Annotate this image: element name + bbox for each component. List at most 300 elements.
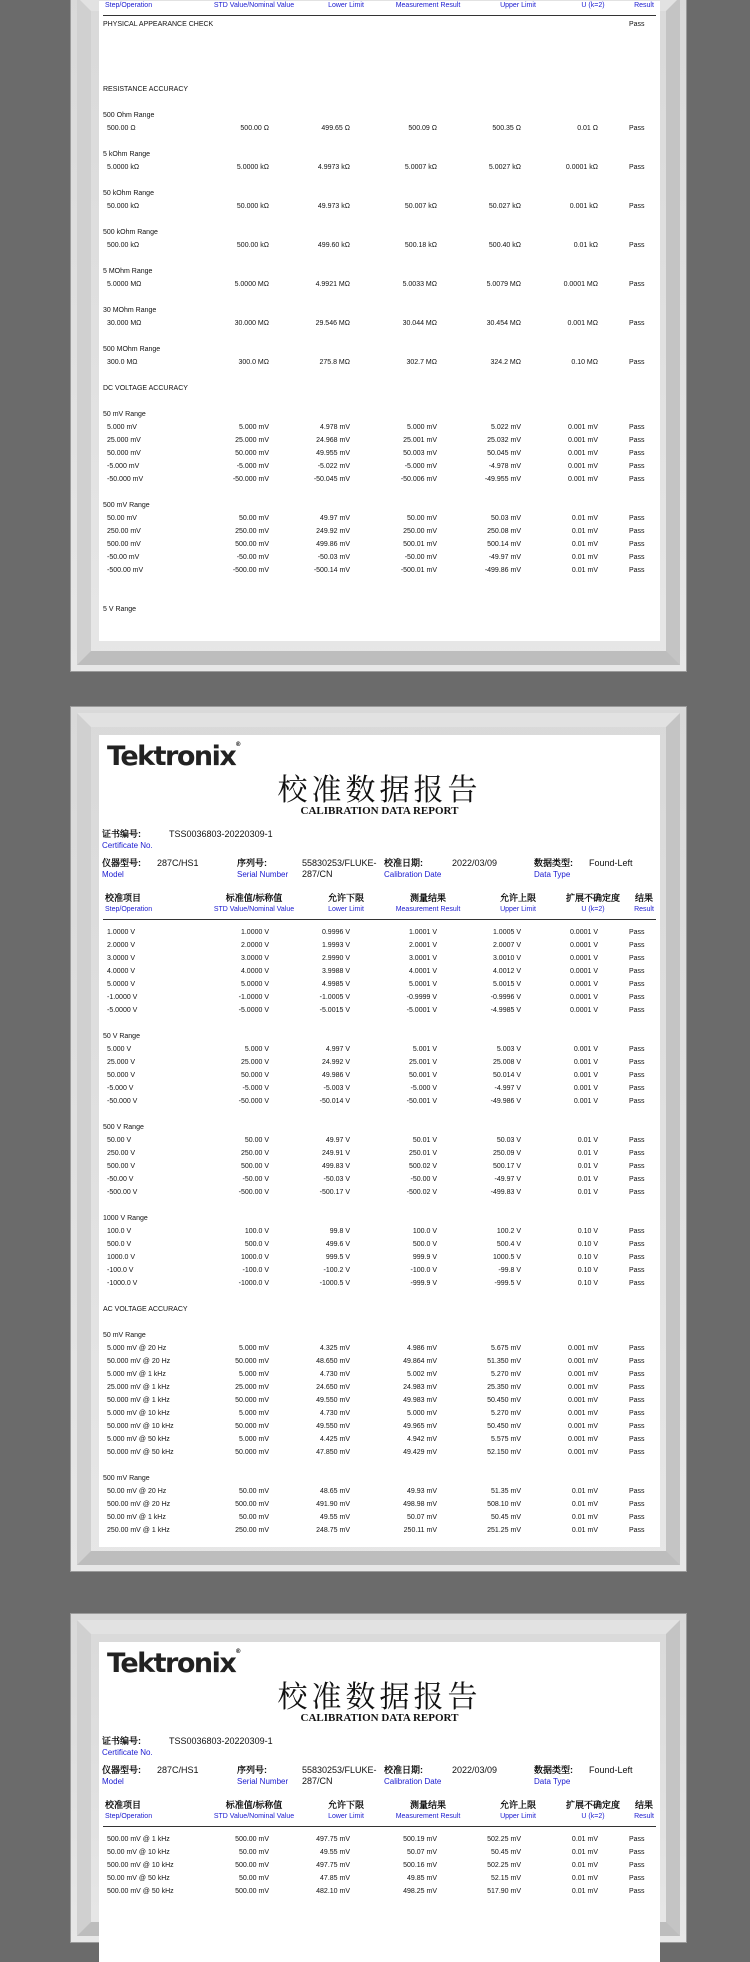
upper-limit: 5.575 mV bbox=[491, 1436, 521, 1443]
col-step-zh: 校准项目 bbox=[105, 893, 142, 903]
col-up-zh: 允许上限 bbox=[499, 893, 536, 903]
measurement: 250.01 V bbox=[408, 1150, 437, 1157]
lower-limit: 4.9921 MΩ bbox=[315, 281, 350, 288]
uncertainty: 0.0001 V bbox=[569, 1007, 598, 1014]
std-value: 1.0000 V bbox=[240, 929, 269, 936]
lower-limit: -500.17 V bbox=[319, 1189, 350, 1196]
result: Pass bbox=[629, 1384, 645, 1391]
table-row bbox=[103, 1173, 656, 1186]
measurement: -50.001 V bbox=[406, 1098, 437, 1105]
spacer bbox=[103, 395, 656, 408]
std-value: 500.00 mV bbox=[235, 1888, 269, 1895]
spacer bbox=[103, 252, 656, 265]
step-value: -50.000 mV bbox=[107, 476, 144, 483]
spacer bbox=[103, 1017, 656, 1030]
uncertainty: 0.001 mV bbox=[568, 476, 598, 483]
std-value: -50.000 mV bbox=[232, 476, 269, 483]
section-heading bbox=[103, 499, 656, 512]
result: Pass bbox=[629, 424, 645, 431]
page-sheet bbox=[99, 1, 660, 641]
uncertainty: 0.01 Ω bbox=[577, 125, 598, 132]
table-row bbox=[103, 1043, 656, 1056]
upper-limit: 500.4 V bbox=[496, 1241, 521, 1248]
upper-limit: 324.2 MΩ bbox=[490, 359, 521, 366]
std-value: 4.0000 V bbox=[240, 968, 269, 975]
measurement: 50.007 kΩ bbox=[404, 203, 437, 210]
measurement: 5.000 mV bbox=[407, 424, 437, 431]
table-row bbox=[103, 1407, 656, 1420]
col-up-zh: 允许上限 bbox=[499, 1800, 536, 1810]
std-value: -1000.0 V bbox=[238, 1280, 269, 1287]
std-value: 500.00 Ω bbox=[240, 125, 269, 132]
col-std-en: STD Value/Nominal Value bbox=[213, 2, 295, 9]
std-value: -500.00 V bbox=[238, 1189, 269, 1196]
result: Pass bbox=[629, 1410, 645, 1417]
serial-line1: 55830253/FLUKE- bbox=[302, 858, 377, 868]
table-row bbox=[103, 512, 656, 525]
model-label-zh: 仪器型号: bbox=[102, 858, 141, 868]
section-label: 5 MOhm Range bbox=[103, 268, 153, 275]
uncertainty: 0.01 mV bbox=[571, 1836, 598, 1843]
section-label: AC VOLTAGE ACCURACY bbox=[103, 1306, 188, 1313]
spacer bbox=[103, 1108, 656, 1121]
result: Pass bbox=[629, 1358, 645, 1365]
std-value: 2.0000 V bbox=[240, 942, 269, 949]
lower-limit: 24.992 V bbox=[321, 1059, 350, 1066]
measurement: 49.965 mV bbox=[403, 1423, 437, 1430]
result: Pass bbox=[629, 968, 645, 975]
table-row bbox=[103, 926, 656, 939]
uncertainty: 0.001 mV bbox=[568, 1449, 598, 1456]
dtype-label-zh: 数据类型: bbox=[534, 1765, 573, 1775]
upper-limit: 250.09 V bbox=[492, 1150, 521, 1157]
title-zh: 校准数据报告 bbox=[277, 773, 482, 808]
title-en: CALIBRATION DATA REPORT bbox=[300, 1712, 459, 1724]
table-row bbox=[103, 1433, 656, 1446]
section-label: 50 mV Range bbox=[103, 411, 146, 418]
uncertainty: 0.01 mV bbox=[571, 1501, 598, 1508]
uncertainty: 0.0001 V bbox=[569, 929, 598, 936]
upper-limit: 50.03 V bbox=[496, 1137, 521, 1144]
serial-value bbox=[302, 1765, 377, 1787]
step-value: 5.0000 MΩ bbox=[107, 281, 142, 288]
table-row bbox=[103, 1846, 656, 1859]
std-value: 50.00 V bbox=[244, 1137, 269, 1144]
measurement: -50.00 V bbox=[410, 1176, 437, 1183]
col-unc-zh: 扩展不确定度 bbox=[565, 893, 620, 903]
lower-limit: 3.9988 V bbox=[321, 968, 350, 975]
measurement: 498.98 mV bbox=[403, 1501, 437, 1508]
result: Pass bbox=[629, 1189, 645, 1196]
measurement: 999.9 V bbox=[412, 1254, 437, 1261]
step-value: 50.00 mV @ 10 kHz bbox=[107, 1849, 170, 1856]
lower-limit: 482.10 mV bbox=[316, 1888, 350, 1895]
lower-limit: 4.325 mV bbox=[320, 1345, 350, 1352]
step-value: 5.000 mV @ 1 kHz bbox=[107, 1371, 166, 1378]
lower-limit: 249.92 mV bbox=[316, 528, 350, 535]
measurement: 5.0001 V bbox=[408, 981, 437, 988]
section-label: 500 V Range bbox=[103, 1124, 144, 1131]
result: Pass bbox=[629, 1137, 645, 1144]
measurement: -100.0 V bbox=[410, 1267, 437, 1274]
step-value: -50.00 V bbox=[107, 1176, 134, 1183]
step-value: 50.00 V bbox=[107, 1137, 132, 1144]
std-value: 25.000 V bbox=[240, 1059, 269, 1066]
section-heading bbox=[103, 603, 656, 616]
upper-limit: 5.675 mV bbox=[491, 1345, 521, 1352]
result: Pass bbox=[629, 1267, 645, 1274]
table-row bbox=[103, 1069, 656, 1082]
result: Pass bbox=[629, 320, 645, 327]
table-row bbox=[103, 317, 656, 330]
step-value: 300.0 MΩ bbox=[107, 359, 138, 366]
std-value: 500.0 V bbox=[244, 1241, 269, 1248]
measurement: 4.942 mV bbox=[407, 1436, 437, 1443]
lower-limit: 48.650 mV bbox=[316, 1358, 350, 1365]
step-value: 50.00 mV @ 20 Hz bbox=[107, 1488, 167, 1495]
lower-limit: -100.2 V bbox=[323, 1267, 350, 1274]
measurement: 3.0001 V bbox=[408, 955, 437, 962]
std-value: -500.00 mV bbox=[232, 567, 269, 574]
std-value: -100.0 V bbox=[242, 1267, 269, 1274]
section-heading bbox=[103, 226, 656, 239]
spacer bbox=[103, 369, 656, 382]
result: Pass bbox=[629, 1163, 645, 1170]
upper-limit: 5.0027 kΩ bbox=[488, 164, 521, 171]
spacer bbox=[103, 577, 656, 603]
result: Pass bbox=[629, 203, 645, 210]
uncertainty: 0.01 V bbox=[577, 1176, 598, 1183]
date-label-en: Calibration Date bbox=[384, 870, 442, 879]
std-value: 5.000 V bbox=[244, 1046, 269, 1053]
std-value: 50.000 mV bbox=[235, 1449, 269, 1456]
uncertainty: 0.001 mV bbox=[568, 1371, 598, 1378]
uncertainty: 0.01 mV bbox=[571, 1862, 598, 1869]
result: Pass bbox=[629, 125, 645, 132]
uncertainty: 0.0001 V bbox=[569, 994, 598, 1001]
result: Pass bbox=[629, 1397, 645, 1404]
upper-limit: 51.350 mV bbox=[487, 1358, 521, 1365]
table-row bbox=[103, 952, 656, 965]
col-res-en: Result bbox=[634, 1813, 654, 1820]
table-row bbox=[103, 1498, 656, 1511]
step-value: 30.000 MΩ bbox=[107, 320, 142, 327]
uncertainty: 0.001 V bbox=[573, 1072, 598, 1079]
lower-limit: 275.8 MΩ bbox=[319, 359, 350, 366]
result: Pass bbox=[629, 1085, 645, 1092]
table-row bbox=[103, 1524, 656, 1537]
measurement: 25.001 V bbox=[408, 1059, 437, 1066]
result: Pass bbox=[629, 955, 645, 962]
upper-limit: -49.97 V bbox=[494, 1176, 521, 1183]
serial-label-zh: 序列号: bbox=[237, 1765, 267, 1775]
section-heading bbox=[103, 83, 656, 96]
std-value: -50.000 V bbox=[238, 1098, 269, 1105]
col-low-en: Lower Limit bbox=[328, 906, 364, 913]
spacer bbox=[103, 330, 656, 343]
step-value: 250.00 mV bbox=[107, 528, 141, 535]
std-value: 3.0000 V bbox=[240, 955, 269, 962]
col-unc-en: U (k=2) bbox=[581, 2, 605, 9]
lower-limit: 248.75 mV bbox=[316, 1527, 350, 1534]
tektronix-logo: Tektronix® bbox=[107, 1648, 242, 1679]
lower-limit: 47.850 mV bbox=[316, 1449, 350, 1456]
std-value: 50.000 V bbox=[240, 1072, 269, 1079]
col-unc-en: U (k=2) bbox=[581, 1813, 605, 1820]
uncertainty: 0.10 V bbox=[577, 1254, 598, 1261]
col-res-zh: 结果 bbox=[634, 1800, 653, 1810]
std-value: -50.00 V bbox=[242, 1176, 269, 1183]
lower-limit: 48.65 mV bbox=[320, 1488, 350, 1495]
cert-label-zh: 证书编号: bbox=[102, 829, 141, 839]
upper-limit: 51.35 mV bbox=[491, 1488, 521, 1495]
upper-limit: 251.25 mV bbox=[487, 1527, 521, 1534]
upper-limit: 1000.5 V bbox=[492, 1254, 521, 1261]
col-std-en: STD Value/Nominal Value bbox=[213, 1813, 295, 1820]
lower-limit: -50.014 V bbox=[319, 1098, 350, 1105]
result: Pass bbox=[629, 1241, 645, 1248]
uncertainty: 0.01 mV bbox=[571, 528, 598, 535]
lower-limit: 49.986 V bbox=[321, 1072, 350, 1079]
serial-label bbox=[237, 858, 288, 880]
uncertainty: 0.001 mV bbox=[568, 1397, 598, 1404]
col-res-en: Result bbox=[634, 2, 654, 9]
upper-limit: -0.9996 V bbox=[490, 994, 521, 1001]
std-value: 250.00 mV bbox=[235, 528, 269, 535]
step-value: 250.00 V bbox=[107, 1150, 136, 1157]
measurement: 500.01 mV bbox=[403, 541, 437, 548]
measurement: 4.986 mV bbox=[407, 1345, 437, 1352]
col-low-en: Lower Limit bbox=[328, 2, 364, 9]
section-heading bbox=[103, 382, 656, 395]
measurement: -50.006 mV bbox=[400, 476, 437, 483]
uncertainty: 0.01 mV bbox=[571, 1849, 598, 1856]
upper-limit: 52.150 mV bbox=[487, 1449, 521, 1456]
lower-limit: 47.85 mV bbox=[320, 1875, 350, 1882]
section-label: 5 V Range bbox=[103, 606, 137, 613]
lower-limit: 499.86 mV bbox=[316, 541, 350, 548]
lower-limit: -500.14 mV bbox=[313, 567, 350, 574]
upper-limit: 52.15 mV bbox=[491, 1875, 521, 1882]
spacer bbox=[103, 31, 656, 83]
upper-limit: 500.17 V bbox=[492, 1163, 521, 1170]
serial-line1: 55830253/FLUKE- bbox=[302, 1765, 377, 1775]
upper-limit: 500.14 mV bbox=[487, 541, 521, 548]
upper-limit: 25.008 V bbox=[492, 1059, 521, 1066]
measurement: 50.01 V bbox=[412, 1137, 437, 1144]
step-value: 5.000 mV @ 20 Hz bbox=[107, 1345, 167, 1352]
result: Pass bbox=[629, 1098, 645, 1105]
data-table bbox=[103, 1833, 656, 1898]
std-value: 5.000 mV bbox=[239, 1436, 269, 1443]
std-value: 5.0000 kΩ bbox=[236, 164, 269, 171]
std-value: 5.000 mV bbox=[239, 424, 269, 431]
upper-limit: -499.86 mV bbox=[484, 567, 521, 574]
uncertainty: 0.01 mV bbox=[571, 515, 598, 522]
result: Pass bbox=[629, 1875, 645, 1882]
lower-limit: -50.045 mV bbox=[313, 476, 350, 483]
section-heading bbox=[103, 1212, 656, 1225]
cert-label bbox=[102, 1736, 153, 1758]
upper-limit: 50.450 mV bbox=[487, 1423, 521, 1430]
step-value: -500.00 V bbox=[107, 1189, 138, 1196]
step-value: 50.00 mV @ 1 kHz bbox=[107, 1514, 166, 1521]
model-label bbox=[102, 1765, 141, 1787]
lower-limit: 4.730 mV bbox=[320, 1410, 350, 1417]
measurement: -5.000 V bbox=[410, 1085, 437, 1092]
table-row bbox=[103, 1368, 656, 1381]
col-low-zh: 允许下限 bbox=[327, 1800, 364, 1810]
uncertainty: 0.001 MΩ bbox=[567, 320, 598, 327]
step-value: 50.000 V bbox=[107, 1072, 136, 1079]
section-label: 30 MOhm Range bbox=[103, 307, 157, 314]
lower-limit: 29.546 MΩ bbox=[315, 320, 350, 327]
upper-limit: 50.45 mV bbox=[491, 1849, 521, 1856]
upper-limit: 5.003 V bbox=[496, 1046, 521, 1053]
step-value: 50.000 kΩ bbox=[107, 203, 140, 210]
std-value: -50.00 mV bbox=[236, 554, 269, 561]
step-value: 100.0 V bbox=[107, 1228, 132, 1235]
col-res-zh: 结果 bbox=[634, 893, 653, 903]
col-meas-en: Measurement Result bbox=[395, 2, 461, 9]
std-value: -5.0000 V bbox=[238, 1007, 269, 1014]
section-heading bbox=[103, 18, 656, 31]
spacer bbox=[103, 1290, 656, 1303]
uncertainty: 0.001 mV bbox=[568, 1358, 598, 1365]
measurement: 49.864 mV bbox=[403, 1358, 437, 1365]
result: Pass bbox=[629, 437, 645, 444]
lower-limit: -5.0015 V bbox=[319, 1007, 350, 1014]
measurement: 25.001 mV bbox=[403, 437, 437, 444]
table-row bbox=[103, 991, 656, 1004]
result: Pass bbox=[629, 450, 645, 457]
step-value: -500.00 mV bbox=[107, 567, 144, 574]
step-value: 5.000 mV @ 50 kHz bbox=[107, 1436, 170, 1443]
step-value: 1000.0 V bbox=[107, 1254, 136, 1261]
std-value: 500.00 kΩ bbox=[236, 242, 269, 249]
table-row bbox=[103, 278, 656, 291]
measurement: 5.0007 kΩ bbox=[404, 164, 437, 171]
result: Pass bbox=[629, 281, 645, 288]
std-value: 30.000 MΩ bbox=[234, 320, 269, 327]
lower-limit: 999.5 V bbox=[325, 1254, 350, 1261]
col-low-en: Lower Limit bbox=[328, 1813, 364, 1820]
section-label: 50 mV Range bbox=[103, 1332, 146, 1339]
measurement: 50.00 mV bbox=[407, 515, 437, 522]
serial-line2: 287/CN bbox=[302, 869, 333, 879]
measurement: 500.02 V bbox=[408, 1163, 437, 1170]
uncertainty: 0.10 MΩ bbox=[571, 359, 598, 366]
step-value: 500.00 kΩ bbox=[107, 242, 140, 249]
col-up-en: Upper Limit bbox=[500, 2, 536, 9]
measurement: 5.002 mV bbox=[407, 1371, 437, 1378]
upper-limit: 502.25 mV bbox=[487, 1862, 521, 1869]
table-row bbox=[103, 1134, 656, 1147]
upper-limit: 50.014 V bbox=[492, 1072, 521, 1079]
std-value: 50.00 mV bbox=[239, 1488, 269, 1495]
uncertainty: 0.001 mV bbox=[568, 1423, 598, 1430]
lower-limit: 4.9985 V bbox=[321, 981, 350, 988]
std-value: -5.000 V bbox=[242, 1085, 269, 1092]
report-header bbox=[99, 1642, 660, 1800]
step-value: 5.000 mV @ 10 kHz bbox=[107, 1410, 170, 1417]
lower-limit: 49.97 mV bbox=[320, 515, 350, 522]
dtype-label-zh: 数据类型: bbox=[534, 858, 573, 868]
section-label: 50 V Range bbox=[103, 1033, 140, 1040]
table-row bbox=[103, 551, 656, 564]
section-label: 50 kOhm Range bbox=[103, 190, 154, 197]
std-value: 500.00 mV bbox=[235, 1862, 269, 1869]
table-row bbox=[103, 1225, 656, 1238]
table-row bbox=[103, 1277, 656, 1290]
lower-limit: 4.997 V bbox=[325, 1046, 350, 1053]
uncertainty: 0.0001 V bbox=[569, 981, 598, 988]
dtype-label-en: Data Type bbox=[534, 1777, 571, 1786]
uncertainty: 0.0001 V bbox=[569, 968, 598, 975]
step-value: 50.00 mV @ 50 kHz bbox=[107, 1875, 170, 1882]
dtype-value: Found-Left bbox=[589, 1765, 633, 1775]
std-value: 1000.0 V bbox=[240, 1254, 269, 1261]
step-value: 50.000 mV @ 20 Hz bbox=[107, 1358, 171, 1365]
std-value: 50.000 mV bbox=[235, 1358, 269, 1365]
cert-label-en: Certificate No. bbox=[102, 841, 153, 850]
measurement: 49.983 mV bbox=[403, 1397, 437, 1404]
spacer bbox=[103, 291, 656, 304]
date-label-zh: 校准日期: bbox=[384, 858, 423, 868]
report-page-1 bbox=[70, 0, 687, 672]
result: Pass bbox=[629, 476, 645, 483]
date-label-en: Calibration Date bbox=[384, 1777, 442, 1786]
lower-limit: 499.60 kΩ bbox=[317, 242, 350, 249]
std-value: -5.000 mV bbox=[236, 463, 269, 470]
std-value: 50.00 mV bbox=[239, 1514, 269, 1521]
measurement: 500.0 V bbox=[412, 1241, 437, 1248]
lower-limit: 1.9993 V bbox=[321, 942, 350, 949]
col-up-en: Upper Limit bbox=[500, 1813, 536, 1820]
title-zh: 校准数据报告 bbox=[277, 1680, 482, 1715]
measurement: 2.0001 V bbox=[408, 942, 437, 949]
lower-limit: 499.6 V bbox=[325, 1241, 350, 1248]
measurement: 50.003 mV bbox=[403, 450, 437, 457]
uncertainty: 0.01 V bbox=[577, 1163, 598, 1170]
dtype-label bbox=[534, 858, 573, 880]
result: Pass bbox=[629, 942, 645, 949]
upper-limit: 50.045 mV bbox=[487, 450, 521, 457]
report-header bbox=[99, 735, 660, 893]
section-heading bbox=[103, 187, 656, 200]
step-value: 500.00 mV @ 50 kHz bbox=[107, 1888, 174, 1895]
step-value: 500.00 mV @ 1 kHz bbox=[107, 1836, 170, 1843]
std-value: 25.000 mV bbox=[235, 1384, 269, 1391]
result: Pass bbox=[629, 1046, 645, 1053]
lower-limit: 49.55 mV bbox=[320, 1849, 350, 1856]
upper-limit: 50.027 kΩ bbox=[488, 203, 521, 210]
result: Pass bbox=[629, 164, 645, 171]
table-row bbox=[103, 1056, 656, 1069]
lower-limit: 24.968 mV bbox=[316, 437, 350, 444]
table-row bbox=[103, 965, 656, 978]
table-row bbox=[103, 447, 656, 460]
section-heading bbox=[103, 148, 656, 161]
col-std-zh: 标准值/标称值 bbox=[225, 893, 283, 903]
uncertainty: 0.001 mV bbox=[568, 1345, 598, 1352]
table-row bbox=[103, 1833, 656, 1846]
result: Pass bbox=[629, 1423, 645, 1430]
measurement: 50.07 mV bbox=[407, 1514, 437, 1521]
result: Pass bbox=[629, 1371, 645, 1378]
table-row bbox=[103, 200, 656, 213]
measurement: 5.0033 MΩ bbox=[402, 281, 437, 288]
